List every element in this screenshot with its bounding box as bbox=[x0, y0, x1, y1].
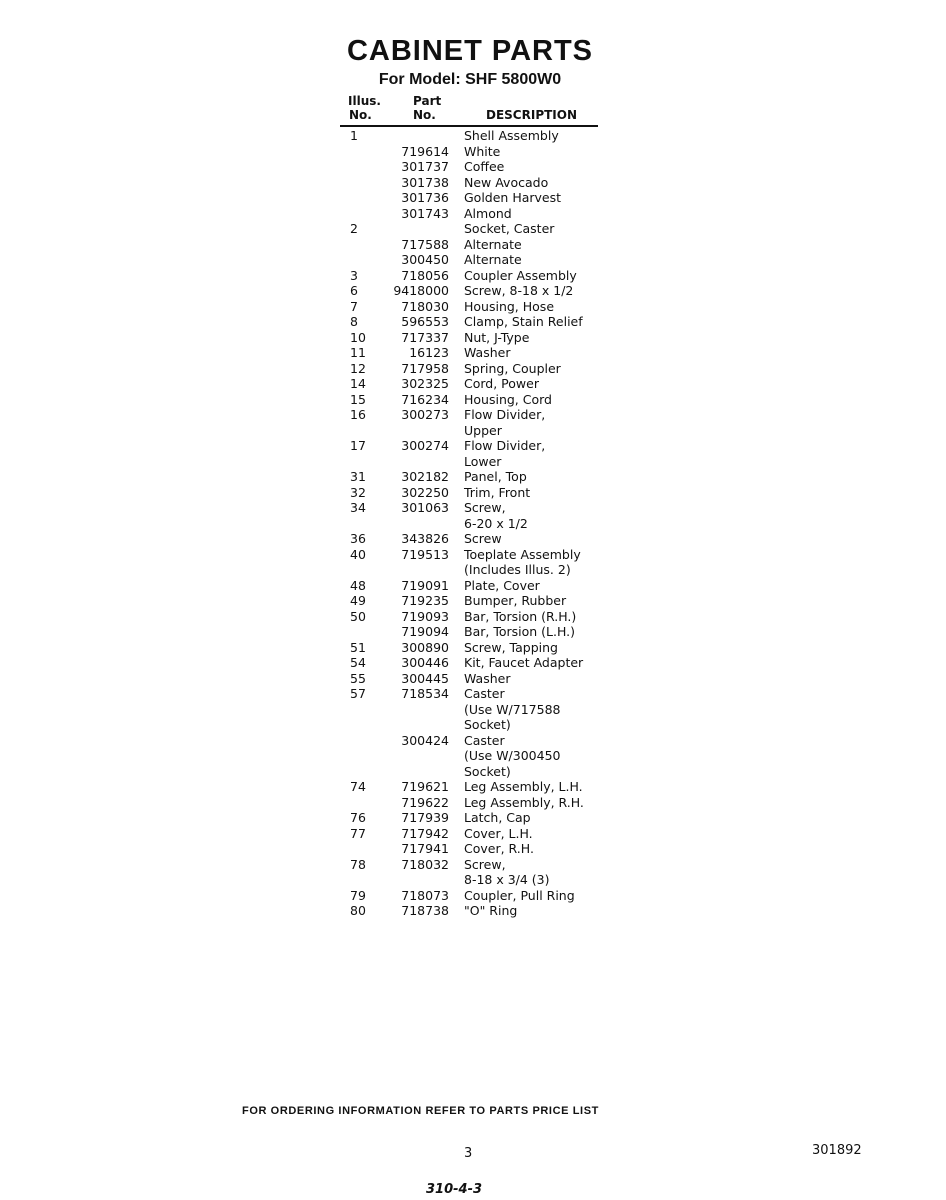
table-row bbox=[340, 438, 620, 454]
illus-number: 7 bbox=[350, 298, 358, 314]
parts-table bbox=[340, 128, 620, 919]
part-number: 717958 bbox=[401, 360, 449, 376]
part-description: Coupler, Pull Ring bbox=[464, 887, 575, 903]
part-number: 300890 bbox=[401, 639, 449, 655]
table-row bbox=[340, 872, 620, 888]
part-description: (Use W/300450 bbox=[464, 748, 561, 763]
table-row bbox=[340, 221, 620, 237]
table-row bbox=[340, 423, 620, 439]
part-description: Upper bbox=[464, 422, 502, 438]
part-description: Trim, Front bbox=[464, 484, 531, 500]
table-row bbox=[340, 252, 620, 268]
illus-number: 36 bbox=[350, 531, 366, 546]
table-row bbox=[340, 531, 620, 547]
part-number: 719621 bbox=[401, 779, 449, 794]
part-number: 719094 bbox=[401, 624, 449, 639]
part-description: Panel, Top bbox=[464, 469, 527, 484]
part-description: Plate, Cover bbox=[464, 577, 540, 593]
table-row bbox=[340, 779, 620, 795]
table-row bbox=[340, 764, 620, 780]
table-row bbox=[340, 361, 620, 377]
illus-number: 8 bbox=[350, 314, 358, 329]
table-row bbox=[340, 655, 620, 671]
illus-number: 3 bbox=[350, 267, 358, 283]
illus-number: 55 bbox=[350, 670, 366, 686]
table-row bbox=[340, 299, 620, 315]
table-row bbox=[340, 624, 620, 640]
table-row bbox=[340, 748, 620, 764]
table-row bbox=[340, 609, 620, 625]
table-row bbox=[340, 237, 620, 253]
part-number: 16123 bbox=[409, 345, 449, 360]
illus-number: 34 bbox=[350, 500, 366, 515]
part-number: 719091 bbox=[401, 577, 449, 593]
part-description: New Avocado bbox=[464, 174, 549, 190]
table-row bbox=[340, 562, 620, 578]
part-description: Nut, J-Type bbox=[464, 329, 530, 345]
header-rule bbox=[340, 125, 598, 127]
part-description: Washer bbox=[464, 670, 511, 686]
part-description: Clamp, Stain Relief bbox=[464, 314, 583, 329]
part-description: Housing, Hose bbox=[464, 298, 555, 314]
page-number: 3 bbox=[464, 1146, 473, 1161]
table-row bbox=[340, 500, 620, 516]
illus-number: 31 bbox=[350, 469, 366, 484]
part-number: 9418000 bbox=[393, 283, 449, 298]
illus-number: 48 bbox=[350, 577, 366, 593]
part-description: 6-20 x 1/2 bbox=[464, 515, 528, 531]
illus-number: 57 bbox=[350, 686, 366, 701]
table-row bbox=[340, 733, 620, 749]
table-row bbox=[340, 345, 620, 361]
part-description: Alternate bbox=[464, 252, 522, 267]
part-description: "O" Ring bbox=[464, 903, 518, 918]
table-row bbox=[340, 593, 620, 609]
ordering-note: FOR ORDERING INFORMATION REFER TO PARTS PRICE LIST bbox=[242, 1105, 599, 1117]
table-row bbox=[340, 190, 620, 206]
part-number: 717337 bbox=[401, 329, 449, 345]
part-number: 718073 bbox=[401, 887, 449, 903]
illus-number: 79 bbox=[350, 887, 366, 903]
part-number: 300450 bbox=[401, 252, 449, 267]
part-number: 717942 bbox=[401, 825, 449, 841]
part-description: Leg Assembly, L.H. bbox=[464, 779, 583, 794]
illus-number: 78 bbox=[350, 856, 366, 872]
table-row bbox=[340, 826, 620, 842]
table-row bbox=[340, 175, 620, 191]
header-illus-line1: Illus. bbox=[348, 94, 381, 108]
table-row bbox=[340, 454, 620, 470]
table-row bbox=[340, 547, 620, 563]
part-description: Screw, bbox=[464, 856, 506, 872]
table-row bbox=[340, 376, 620, 392]
illus-number: 15 bbox=[350, 391, 366, 407]
part-number: 301063 bbox=[401, 500, 449, 515]
part-description: Coffee bbox=[464, 159, 505, 174]
table-row bbox=[340, 516, 620, 532]
part-number: 717939 bbox=[401, 810, 449, 825]
part-description: Screw, Tapping bbox=[464, 639, 558, 655]
illus-number: 80 bbox=[350, 903, 366, 918]
header-description: DESCRIPTION bbox=[486, 108, 578, 122]
part-description: Socket, Caster bbox=[464, 221, 555, 236]
part-number: 718534 bbox=[401, 686, 449, 701]
part-number: 719622 bbox=[401, 794, 449, 810]
part-description: Caster bbox=[464, 686, 505, 701]
part-number: 301736 bbox=[401, 190, 449, 205]
part-number: 717588 bbox=[401, 236, 449, 252]
table-row bbox=[340, 128, 620, 144]
part-description: Cord, Power bbox=[464, 376, 539, 391]
part-number: 719614 bbox=[401, 143, 449, 159]
table-row bbox=[340, 717, 620, 733]
table-row bbox=[340, 578, 620, 594]
part-description: Shell Assembly bbox=[464, 128, 559, 143]
table-row bbox=[340, 469, 620, 485]
part-description: Bar, Torsion (L.H.) bbox=[464, 624, 575, 639]
part-number: 719235 bbox=[401, 593, 449, 608]
part-number: 300424 bbox=[401, 732, 449, 748]
table-row bbox=[340, 268, 620, 284]
part-number: 718738 bbox=[401, 903, 449, 918]
part-description: Caster bbox=[464, 732, 505, 748]
table-row bbox=[340, 314, 620, 330]
illus-number: 32 bbox=[350, 484, 366, 500]
illus-number: 11 bbox=[350, 345, 366, 360]
part-description: Alternate bbox=[464, 236, 522, 252]
part-description: (Use W/717588 bbox=[464, 701, 561, 717]
illus-number: 12 bbox=[350, 360, 366, 376]
illus-number: 54 bbox=[350, 655, 366, 670]
part-description: Almond bbox=[464, 205, 512, 221]
part-number: 302325 bbox=[401, 376, 449, 391]
part-number: 596553 bbox=[401, 314, 449, 329]
part-description: Latch, Cap bbox=[464, 810, 531, 825]
part-description: Screw, bbox=[464, 500, 506, 515]
illus-number: 77 bbox=[350, 825, 366, 841]
part-number: 717941 bbox=[401, 841, 449, 856]
illus-number: 1 bbox=[350, 128, 358, 143]
header-part-line2: No. bbox=[413, 108, 436, 122]
part-description: Cover, R.H. bbox=[464, 841, 534, 856]
illus-number: 49 bbox=[350, 593, 366, 608]
illus-number: 50 bbox=[350, 608, 366, 624]
table-row bbox=[340, 407, 620, 423]
illus-number: 51 bbox=[350, 639, 366, 655]
part-description: Flow Divider, bbox=[464, 407, 546, 422]
table-row bbox=[340, 888, 620, 904]
part-description: Housing, Cord bbox=[464, 391, 552, 407]
table-row bbox=[340, 841, 620, 857]
part-number: 301738 bbox=[401, 174, 449, 190]
table-row bbox=[340, 702, 620, 718]
part-number: 719513 bbox=[401, 546, 449, 562]
part-description: Spring, Coupler bbox=[464, 360, 561, 376]
part-description: Screw bbox=[464, 531, 502, 546]
handwritten-note: 310-4-3 bbox=[426, 1182, 483, 1197]
part-number: 300446 bbox=[401, 655, 449, 670]
part-description: Washer bbox=[464, 345, 511, 360]
table-row bbox=[340, 686, 620, 702]
illus-number: 16 bbox=[350, 407, 366, 422]
part-number: 302182 bbox=[401, 469, 449, 484]
part-number: 300273 bbox=[401, 407, 449, 422]
part-description: (Includes Illus. 2) bbox=[464, 562, 571, 577]
part-number: 719093 bbox=[401, 608, 449, 624]
part-description: Lower bbox=[464, 453, 502, 469]
part-description: Bumper, Rubber bbox=[464, 593, 567, 608]
part-description: Coupler Assembly bbox=[464, 267, 577, 283]
part-number: 301743 bbox=[401, 205, 449, 221]
table-row bbox=[340, 485, 620, 501]
header-illus-line2: No. bbox=[349, 108, 372, 122]
table-row bbox=[340, 144, 620, 160]
illus-number: 10 bbox=[350, 329, 366, 345]
part-description: Cover, L.H. bbox=[464, 825, 533, 841]
part-description: Golden Harvest bbox=[464, 190, 562, 205]
part-number: 716234 bbox=[401, 391, 449, 407]
illus-number: 40 bbox=[350, 546, 366, 562]
part-description: Toeplate Assembly bbox=[464, 546, 581, 562]
table-row bbox=[340, 640, 620, 656]
illus-number: 74 bbox=[350, 779, 366, 794]
page-title: CABINET PARTS bbox=[346, 35, 594, 67]
illus-number: 14 bbox=[350, 376, 366, 391]
illus-number: 17 bbox=[350, 438, 366, 453]
part-number: 718032 bbox=[401, 856, 449, 872]
illus-number: 2 bbox=[350, 221, 358, 236]
table-row bbox=[340, 330, 620, 346]
table-row bbox=[340, 283, 620, 299]
part-number: 718030 bbox=[401, 298, 449, 314]
table-row bbox=[340, 159, 620, 175]
illus-number: 6 bbox=[350, 283, 358, 298]
part-number: 302250 bbox=[401, 484, 449, 500]
document-number: 301892 bbox=[812, 1143, 862, 1158]
part-description: Socket) bbox=[464, 763, 511, 779]
part-number: 300274 bbox=[401, 438, 449, 453]
part-number: 300445 bbox=[401, 670, 449, 686]
table-row bbox=[340, 903, 620, 919]
table-row bbox=[340, 810, 620, 826]
table-row bbox=[340, 392, 620, 408]
part-number: 301737 bbox=[401, 159, 449, 174]
table-row bbox=[340, 206, 620, 222]
illus-number: 76 bbox=[350, 810, 366, 825]
table-row bbox=[340, 795, 620, 811]
part-description: 8-18 x 3/4 (3) bbox=[464, 872, 550, 887]
part-description: Bar, Torsion (R.H.) bbox=[464, 608, 577, 624]
part-number: 718056 bbox=[401, 267, 449, 283]
part-description: White bbox=[464, 143, 501, 159]
part-description: Socket) bbox=[464, 717, 511, 732]
part-description: Kit, Faucet Adapter bbox=[464, 655, 584, 670]
table-row bbox=[340, 857, 620, 873]
part-number: 343826 bbox=[401, 531, 449, 546]
header-part-line1: Part bbox=[413, 94, 442, 108]
part-description: Flow Divider, bbox=[464, 438, 546, 453]
table-row bbox=[340, 671, 620, 687]
part-description: Screw, 8-18 x 1/2 bbox=[464, 283, 574, 298]
model-subtitle: For Model: SHF 5800W0 bbox=[378, 71, 562, 88]
part-description: Leg Assembly, R.H. bbox=[464, 794, 584, 810]
